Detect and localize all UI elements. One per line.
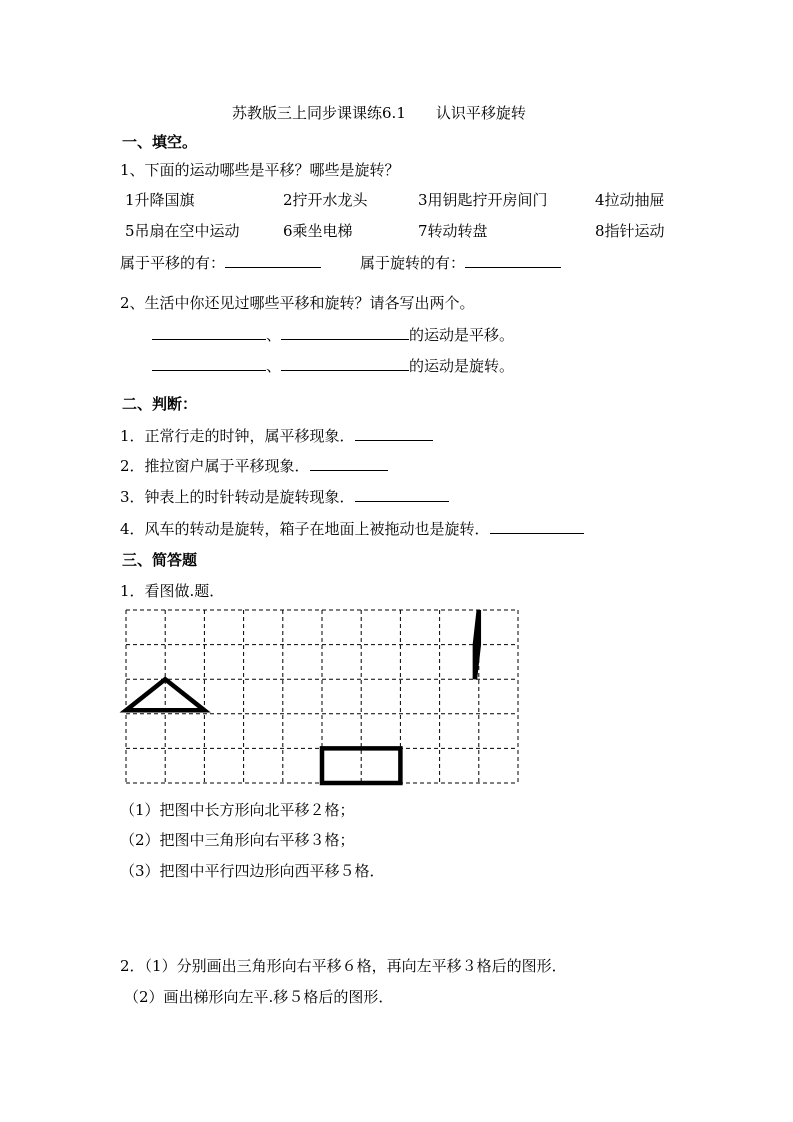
option-item: 2拧开水龙头 <box>283 191 368 209</box>
sub-question: （2）把图中三角形向右平移３格； <box>120 831 355 849</box>
option-item: 3用钥匙拧开房间门 <box>418 191 548 209</box>
option-item: 8指针运动 <box>595 222 665 240</box>
option-item: 6乘坐电梯 <box>283 222 353 240</box>
question-text: 1、下面的运动哪些是平移？哪些是旋转？ <box>120 161 400 179</box>
page-title: 苏教版三上同步课课练6.1 认识平移旋转 <box>232 104 526 122</box>
answer-suffix: 的运动是旋转。 <box>409 357 515 375</box>
separator: 、 <box>266 357 282 375</box>
answer-label: 属于平移的有： <box>120 254 226 272</box>
section-heading-judge: 二、判断： <box>122 395 198 413</box>
question-text: （2）画出梯形向左平.移５格后的图形． <box>124 988 394 1006</box>
judge-text: 4．风车的转动是旋转，箱子在地面上被拖动也是旋转． <box>120 520 490 538</box>
judge-text: 1．正常行走的时钟，属平移现象． <box>120 427 355 445</box>
section-heading-fill: 一、填空。 <box>122 133 198 151</box>
judge-text: 2．推拉窗户属于平移现象． <box>120 457 310 475</box>
separator: 、 <box>266 326 282 344</box>
answer-suffix: 的运动是平移。 <box>409 326 515 344</box>
question-text: 2、生活中你还见过哪些平移和旋转？请各写出两个。 <box>120 294 475 312</box>
judge-text: 3．钟表上的时针转动是旋转现象． <box>120 488 355 506</box>
option-item: 5吊扇在空中运动 <box>125 222 240 240</box>
answer-label: 属于旋转的有： <box>360 254 466 272</box>
sub-question: （1）把图中长方形向北平移２格； <box>120 801 355 819</box>
question-text: 2．（1）分别画出三角形向右平移６格，再向左平移３格后的图形． <box>120 957 567 975</box>
parallelogram-shape <box>475 610 479 679</box>
sub-question: （3）把图中平行四边形向西平移５格． <box>120 862 385 880</box>
option-item: 1升降国旗 <box>125 191 195 209</box>
question-text: 1．看图做.题． <box>120 582 225 600</box>
option-item: 7转动转盘 <box>418 222 488 240</box>
section-heading-short-answer: 三、简答题 <box>122 551 198 569</box>
option-item: 4拉动抽屉 <box>595 191 665 209</box>
